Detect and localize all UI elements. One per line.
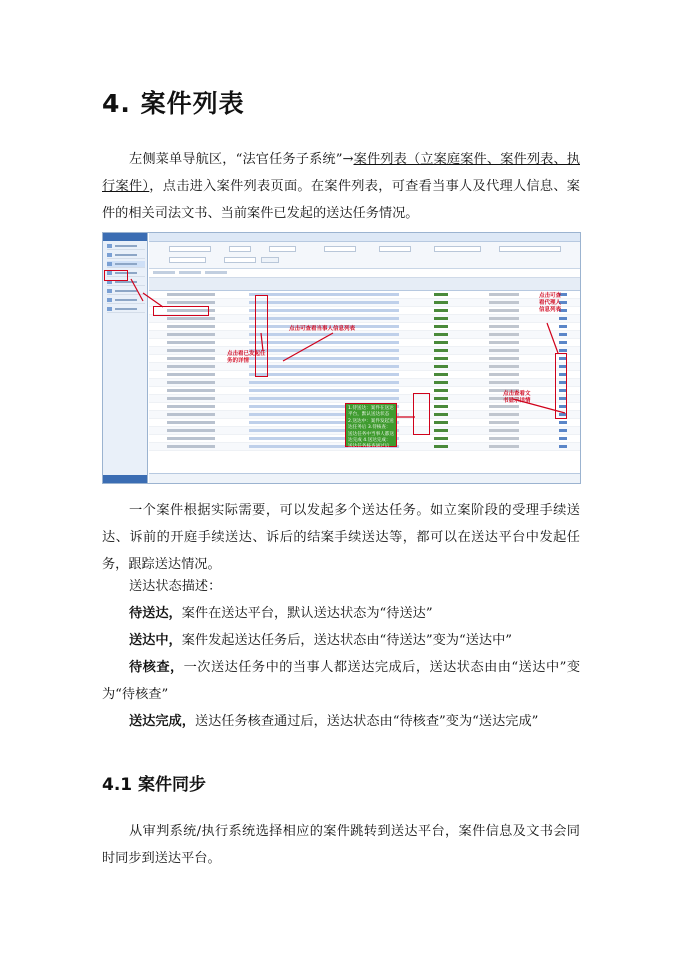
intro-paragraph xyxy=(102,146,580,227)
annotation-party-list: 点击可查看当事人信息列表 xyxy=(289,326,356,332)
annotation-agent-info: 点击可查看代理人信息列表 xyxy=(539,293,562,313)
status-item: 待核查，一次送达任务中的当事人都送达完成后，送达状态由由“送达中”变为“待核查” xyxy=(102,660,581,702)
annotation-documents: 点击查看文书显示详情 xyxy=(503,391,531,404)
status-section xyxy=(102,573,580,735)
intro-after: ，点击进入案件列表页面。在案件列表，可查看当事人及代理人信息、案件的相关司法文书、当前案件已发起的送达任务情况。 xyxy=(102,179,580,221)
intro-link: 案件列表（立案庭案件、案件列表、执行案件） xyxy=(102,152,580,194)
section-title: 4. 案件列表 xyxy=(102,89,245,118)
sync-paragraph xyxy=(102,818,580,872)
status-item: 待送达，案件在送达平台，默认送达状态为“待送达” xyxy=(129,606,433,621)
tasks-text: 一个案件根据实际需要，可以发起多个送达任务。如立案阶段的受理手续送达、诉前的开庭手续送达、诉后的结案手续送达等，都可以在送达平台中发起任务，跟踪送达情况。 xyxy=(102,503,580,572)
subsection-title: 4.1 案件同步 xyxy=(102,775,207,795)
annotation-status-note: 1.待送达：案件在送达平台，默认送达状态 2.送达中：案件发起送达任务后 3.待核查：送达任务中当事人都送达完成 4.送达完成：送达任务核查通过后 xyxy=(345,403,397,447)
sync-text: 从审判系统/执行系统选择相应的案件跳转到送达平台，案件信息及文书会同时同步到送达平台。 xyxy=(102,824,580,866)
status-item: 送达完成，送达任务核查通过后，送达状态由“待核查”变为“送达完成” xyxy=(129,714,539,729)
status-heading: 送达状态描述： xyxy=(129,579,222,594)
status-item: 送达中，案件发起送达任务后，送达状态由“待送达”变为“送达中” xyxy=(129,633,513,648)
tasks-paragraph xyxy=(102,497,580,578)
case-list-screenshot xyxy=(102,232,581,484)
annotation-task-detail: 点击看已发起任务的详情 xyxy=(227,351,266,364)
intro-before: 左侧菜单导航区，“法官任务子系统”→ xyxy=(129,152,354,167)
annotation-arrows xyxy=(103,233,580,483)
